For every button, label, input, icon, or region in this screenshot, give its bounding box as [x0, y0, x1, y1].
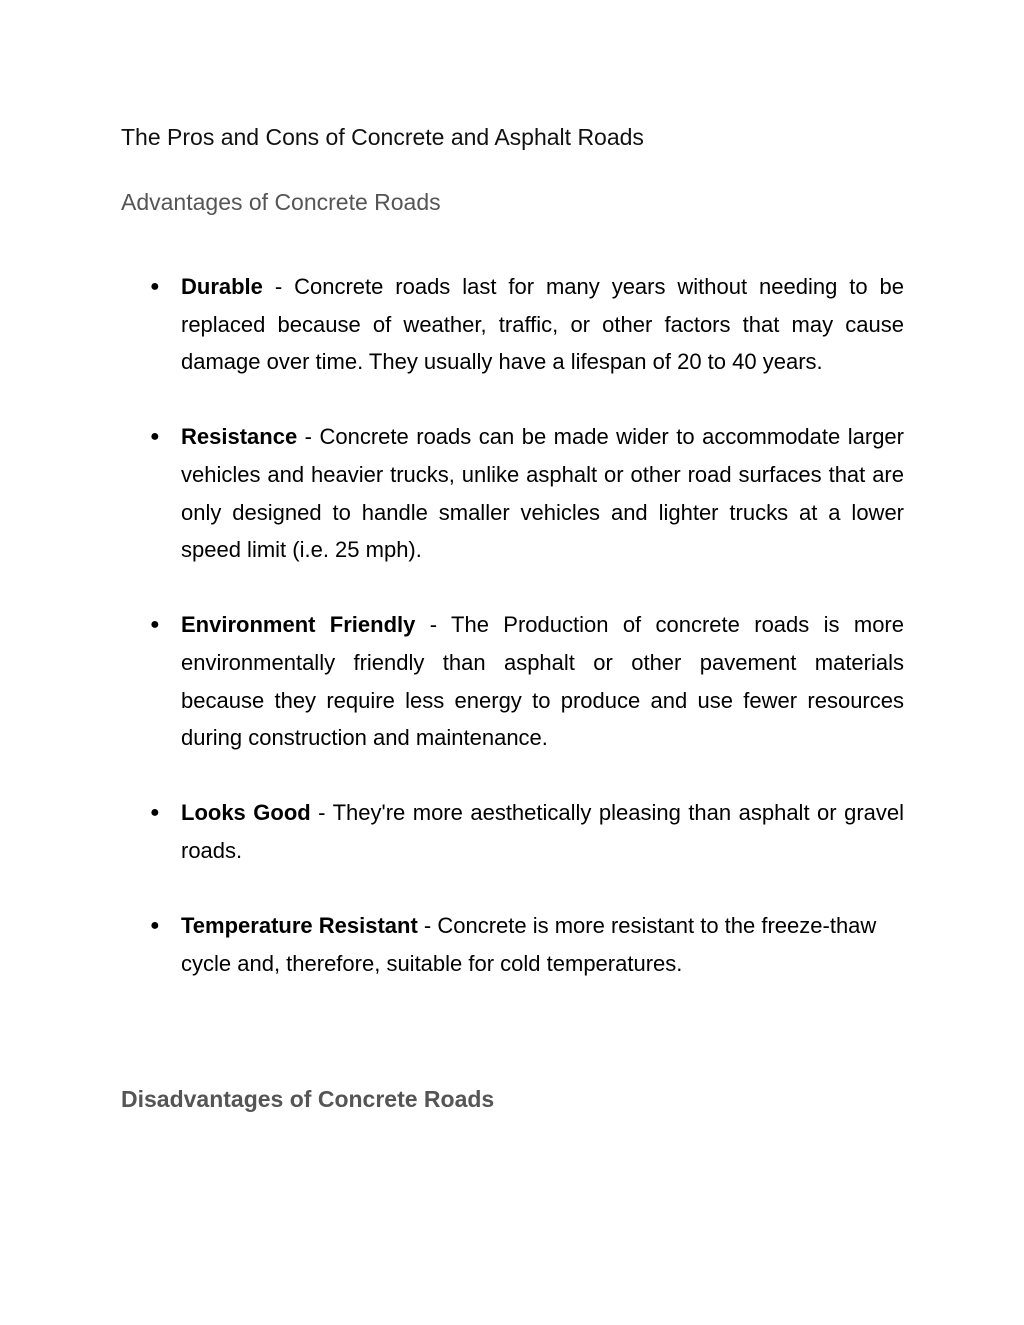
- item-term: Temperature Resistant: [181, 913, 418, 939]
- list-item: [150, 268, 904, 381]
- bullet-icon: ●: [150, 616, 160, 634]
- item-text: - Concrete is more resistant to the freeze-thaw cycle and, therefore, suitable for cold temperatures.: [181, 913, 877, 976]
- list-item: [150, 418, 904, 568]
- list-item: [150, 794, 904, 869]
- bullet-icon: ●: [150, 917, 160, 935]
- item-term: Looks Good: [181, 800, 311, 826]
- advantages-list: [150, 268, 904, 1020]
- item-term: Durable: [181, 274, 263, 299]
- bullet-icon: ●: [150, 278, 160, 295]
- item-text: - Concrete roads can be made wider to accommodate larger vehicles and heavier trucks, unlike asphalt or other road surfaces that are only designed to handle smaller vehicles and lighter trucks at a lower speed limit (i.e. 25 mph).: [181, 424, 904, 563]
- item-text: - The Production of concrete roads is more environmentally friendly than asphalt or other pavement materials because they require less energy to produce and use fewer resources during construction and maintenance.: [181, 612, 904, 751]
- bullet-icon: ●: [150, 428, 160, 446]
- list-item: [150, 907, 904, 982]
- advantages-heading: Advantages of Concrete Roads: [121, 189, 441, 215]
- item-text: - They're more aesthetically pleasing than asphalt or gravel roads.: [181, 800, 904, 863]
- list-item: [150, 606, 904, 756]
- item-text: - Concrete roads last for many years without needing to be replaced because of weather, traffic, or other factors that may cause damage over time. They usually have a lifespan of 20 to 40 years.: [181, 274, 904, 375]
- document-title: The Pros and Cons of Concrete and Asphalt Roads: [121, 124, 644, 150]
- item-term: Environment Friendly: [181, 612, 416, 638]
- item-term: Resistance: [181, 424, 298, 450]
- disadvantages-heading: Disadvantages of Concrete Roads: [121, 1086, 495, 1112]
- bullet-icon: ●: [150, 804, 160, 822]
